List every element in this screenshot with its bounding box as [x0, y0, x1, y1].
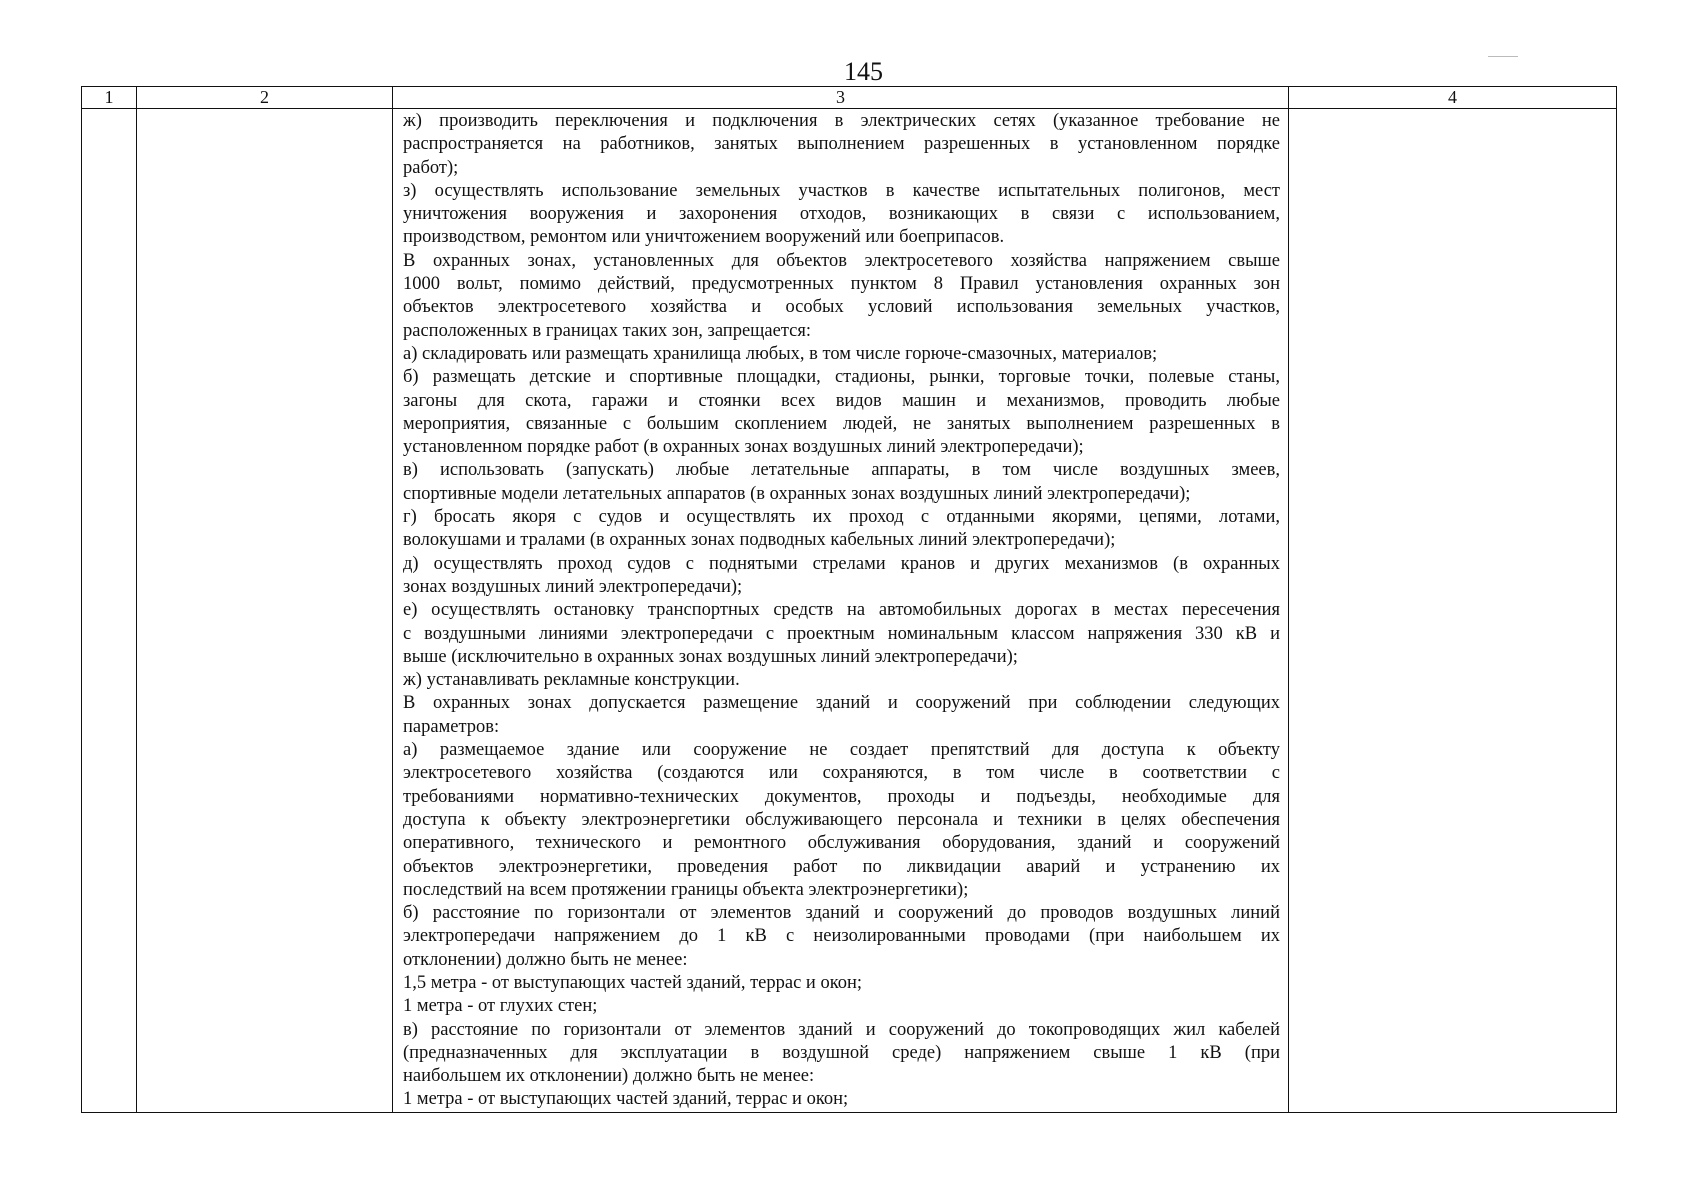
column-header-3: 3 — [393, 87, 1289, 109]
cell-col-2 — [137, 109, 393, 1113]
text-line: зонах воздушных линий электропередачи); — [403, 576, 743, 597]
text-line: объектов электроэнергетики, проведения работ по ликвидации аварий и устранению их — [403, 856, 1280, 877]
column-header-2: 2 — [137, 87, 393, 109]
text-line: з) осуществлять использование земельных участков в качестве испытательных полигонов, мест — [403, 180, 1280, 201]
text-line: выше (исключительно в охранных зонах воздушных линий электропередачи); — [403, 646, 1018, 667]
text-line: доступа к объекту электроэнергетики обслуживающего персонала и техники в целях обеспечения — [403, 809, 1280, 830]
text-line: а) размещаемое здание или сооружение не создает препятствий для доступа к объекту — [403, 740, 1280, 761]
text-line: установленном порядке работ (в охранных зонах воздушных линий электропередачи); — [403, 437, 1084, 458]
cell-col-1 — [82, 109, 137, 1113]
text-line: В охранных зонах, установленных для объектов электросетевого хозяйства напряжением свыше — [403, 250, 1280, 271]
text-line: в) расстояние по горизонтали от элементов зданий и сооружений до токопроводящих жил кабелей — [403, 1019, 1280, 1040]
text-line: распространяется на работников, занятых выполнением разрешенных в установленном порядке — [403, 134, 1280, 155]
table-header-row — [82, 87, 1617, 109]
text-line: в) использовать (запускать) любые летательные аппараты, в том числе воздушных змеев, — [403, 460, 1280, 481]
text-line: 1000 вольт, помимо действий, предусмотренных пунктом 8 Правил установления охранных зон — [403, 274, 1280, 295]
text-line: электропередачи напряжением до 1 кВ с неизолированными проводами (при наибольшем их — [403, 926, 1280, 947]
cell-col-3-text — [393, 109, 1289, 1113]
table-row — [82, 109, 1617, 1113]
document-table — [81, 86, 1617, 1113]
text-line: оперативного, технического и ремонтного обслуживания оборудования, зданий и сооружений — [403, 833, 1280, 854]
text-line: д) осуществлять проход судов с поднятыми стрелами кранов и других механизмов (в охранных — [403, 553, 1280, 574]
text-line: волокушами и тралами (в охранных зонах подводных кабельных линий электропередачи); — [403, 530, 1116, 551]
text-line: параметров: — [403, 716, 500, 737]
text-line: мероприятия, связанные с большим скоплением людей, не занятых выполнением разрешенных в — [403, 413, 1280, 434]
text-line: г) бросать якоря с судов и осуществлять их проход с отданными якорями, цепями, лотами, — [403, 507, 1280, 528]
text-line: е) осуществлять остановку транспортных средств на автомобильных дорогах в местах пересечения — [403, 600, 1280, 621]
text-line: последствий на всем протяжении границы объекта электроэнергетики); — [403, 879, 969, 900]
column-header-1: 1 — [82, 87, 137, 109]
text-line: объектов электросетевого хозяйства и особых условий использования земельных участков, — [403, 297, 1280, 318]
text-line: электросетевого хозяйства (создаются или сохраняются, в том числе в соответствии с — [403, 763, 1280, 784]
column-header-4: 4 — [1289, 87, 1617, 109]
text-line: спортивные модели летательных аппаратов (в охранных зонах воздушных линий электропередачи); — [403, 483, 1191, 504]
text-line: с воздушными линиями электропередачи с проектным номинальным классом напряжения 330 кВ и — [403, 623, 1280, 644]
text-line: производством, ремонтом или уничтожением вооружений или боеприпасов. — [403, 227, 1005, 248]
text-line: а) складировать или размещать хранилища любых, в том числе горюче-смазочных, материалов; — [403, 343, 1158, 364]
text-line: требованиями нормативно-технических документов, проходы и подъезды, необходимые для — [403, 786, 1280, 807]
text-line: загоны для скота, гаражи и стоянки всех видов машин и механизмов, проводить любые — [403, 390, 1280, 411]
cell-col-4 — [1289, 109, 1617, 1113]
text-line: работ); — [403, 157, 459, 178]
text-line: б) размещать детские и спортивные площадки, стадионы, рынки, торговые точки, полевые станы, — [403, 367, 1280, 388]
page-number: 145 — [844, 57, 883, 86]
scan-mark — [1488, 56, 1518, 57]
text-line: расположенных в границах таких зон, запрещается: — [403, 320, 812, 341]
text-line: ж) производить переключения и подключения в электрических сетях (указанное требование не — [403, 111, 1280, 131]
text-line: отклонении) должно быть не менее: — [403, 949, 688, 970]
text-line: 1 метра - от глухих стен; — [403, 996, 598, 1017]
text-line: наибольшем их отклонении) должно быть не менее: — [403, 1066, 815, 1087]
text-line: 1 метра - от выступающих частей зданий, террас и окон; — [403, 1089, 849, 1110]
text-line: ж) устанавливать рекламные конструкции. — [403, 670, 740, 691]
text-line: (предназначенных для эксплуатации в воздушной среде) напряжением свыше 1 кВ (при — [403, 1042, 1280, 1063]
text-line: 1,5 метра - от выступающих частей зданий, террас и окон; — [403, 972, 863, 993]
text-line: б) расстояние по горизонтали от элементов зданий и сооружений до проводов воздушных линий — [403, 903, 1280, 924]
text-line: В охранных зонах допускается размещение зданий и сооружений при соблюдении следующих — [403, 693, 1280, 714]
text-line: уничтожения вооружения и захоронения отходов, возникающих в связи с использованием, — [403, 204, 1280, 225]
